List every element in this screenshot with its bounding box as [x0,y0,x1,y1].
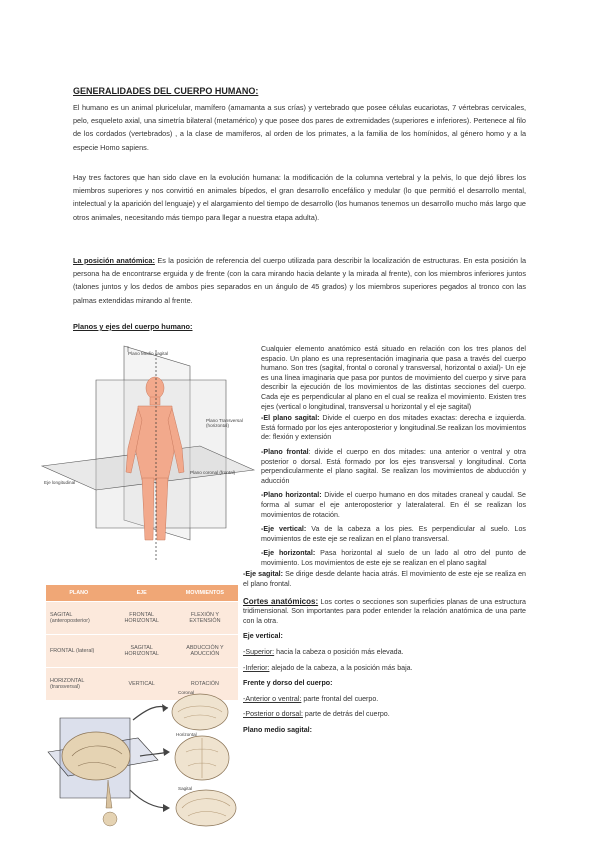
factors-paragraph: Hay tres factores que han sido clave en la evolución humana: la modificación de la columna vertebral y la pelvis, lo que dejó libres los miembros superiores y nos convirtió en animales bípedos, el gran desarrollo encefálico y medular (lo que permitió el desarrollo mental, intelectual y la aparición del lenguaje) y el alargamiento del tiempo de desarrollo (los humanos tenemos un desarrollo mucho más largo que otros animales, necesitando más tiempo para llegar a nuestra etapa adulta). [73,173,526,222]
medio-head: Plano medio sagital: [243,726,312,734]
table-cell: FLEXIÓN Y EXTENSIÓN [172,602,238,635]
anterior-desc: parte frontal del cuerpo. [301,694,379,703]
horizontal-axis-text [243,549,526,568]
table-row [46,602,238,635]
table-cell: FRONTAL (lateral) [46,635,112,668]
frontal-plane-desc: : divide el cuerpo en dos mitades: una anterior o ventral y otra posterior o dorsal. Está formado por los ejes transversal y longitudinal. Corta perpendicularmente el plano sagital. Se realizan los movimientos de abducción y aducción [261,447,527,485]
table-header: MOVIMIENTOS [172,585,238,602]
table-cell: ABDUCCIÓN Y ADUCCIÓN [172,635,238,668]
vertical-axis-term: -Eje vertical: [261,525,307,534]
anterior-item [243,695,526,705]
table-cell: SAGITAL HORIZONTAL [112,635,172,668]
superior-item [243,648,526,658]
table-cell: SAGITAL (anteroposterior) [46,602,112,635]
horizontal-axis-desc: Pasa horizontal al suelo de un lado al otro del punto de movimiento. Los movimientos de este eje se realizan en el plano sagital [261,549,527,567]
horizontal-axis-term: -Eje horizontal: [261,549,316,558]
label-axis: Eje longitudinal [44,480,76,485]
anatomic-term: La posición anatómica: [73,256,155,265]
brain-sections-illustration [38,690,243,830]
table-header: EJE [112,585,172,602]
cortes-term: Cortes anatómicos: [243,596,319,606]
horizontal-plane-desc: Divide el cuerpo humano en dos mitades craneal y caudal. Se forma al sumar el eje anteroposterior y lateralateral. En él se realizan los movimientos de rotación. [261,491,526,519]
inferior-desc: alejado de la cabeza, a la posición más baja. [269,663,413,672]
horizontal-plane-term: -Plano horizontal: [261,491,322,500]
intro-paragraph: El humano es un animal pluricelular, mamífero (amamanta a sus crías) y vertebrado que posee células eucariotas, 7 vértebras cervicales, pelo, esqueleto axial, una simetría bilateral (metamérico) y que posee dos pares de extremidades (superiores e inferiores). Pertenece al filo de los cordados (vertebrados) , a la clase de mamíferos, al orden de los primates, a la familia de los homínidos, al género homo y a la especie Homo sapiens. [73,103,526,152]
table-cell: ROTACIÓN [172,668,238,701]
sagittal-plane-text [243,414,526,443]
label-coronal: Plano coronal (frontal) [190,470,236,475]
table-cell: FRONTAL HORIZONTAL [112,602,172,635]
table-cell: HORIZONTAL (transversal) [46,668,112,701]
table-header: PLANO [46,585,112,602]
sagittal-brain-slice [176,790,236,826]
vertical-axis-desc: Va de la cabeza a los pies. Es perpendicular al suelo. Los movimientos de este eje se realizan en el plano transversal. [261,525,526,543]
frente-heading [243,679,526,689]
frontal-plane-term: -Plano frontal [261,447,309,456]
label-sagittal: Plano Medio sagital [128,351,169,356]
anatomic-text: Es la posición de referencia del cuerpo utilizada para describir la localización de estructuras. En esta posición la persona ha de encontrarse erguida y de frente (con la cara mirando hacia delante y la mirada al frente), con los miembros inferiores juntos (talones juntos y los dedos de ambos pies separados en un ángulo de 45 grados) y los miembros superiores pegados al tronco con las palmas extendidas mirando al frente. [73,256,527,305]
eje-vertical-heading [243,632,526,642]
eje-vertical-head: Eje vertical: [243,632,283,641]
page-title: GENERALIDADES DEL CUERPO HUMANO: [73,86,259,96]
planes-heading: Planos y ejes del cuerpo humano: [73,322,193,331]
anterior-term: -Anterior o ventral: [243,694,302,703]
planes-table [46,585,238,700]
sagittal-axis-desc: Se dirige desde delante hacia atrás. El movimiento de este eje se realiza en el plano frontal. [243,570,526,589]
body-planes-figure [40,340,258,572]
sagittal-axis-text [243,570,526,589]
brain-sections-figure [38,690,243,830]
inferior-term: -Inferior: [243,663,270,672]
label-brain-horizontal: Horizontal [176,732,197,737]
medio-heading [243,726,526,736]
label-transverse: Plano Transversal (horizontal) [206,418,243,428]
posterior-item [243,710,526,720]
superior-desc: hacia la cabeza o posición más elevada. [274,648,404,657]
superior-term: -Superior: [243,648,275,657]
posterior-term: -Posterior o dorsal: [243,710,303,719]
right-column [243,345,526,736]
cortes-desc: Los cortes o secciones son superficies planas de una estructura tridimensional. Son importantes para poder entender la relación anatómica de una parte con la otra. [243,597,526,625]
cortes-text [243,597,526,627]
sagittal-axis-term: -Eje sagital: [243,570,283,579]
coronal-brain-slice [172,694,228,730]
sagittal-plane-term: -El plano sagital: [261,414,320,423]
label-brain-sagittal: Sagital [178,786,193,791]
inferior-item [243,664,526,674]
posterior-desc: parte de detrás del cuerpo. [302,710,390,719]
sagittal-plane-desc: Divide el cuerpo en dos mitades exactas: derecha e izquierda. Está formado por los ejes anteroposterior y longitudinal.Se realizan los movimientos de: flexión y extensión [261,414,526,442]
body-planes-illustration [40,340,258,572]
frontal-plane-text [243,448,526,486]
horizontal-plane-text [243,491,526,520]
planes-intro: Cualquier elemento anatómico está situado en relación con los tres planos del espacio. Un plano es una representación imaginaria que pasa a través del cuerpo humano. Son tres (sagital, frontal o coronal y transversal, horizontal o axial)- Un eje es una línea imaginaria que pasa por puntos de movimiento del cuerpo y sirve para describir la ejecución de los movimientos de las distintas secciones del cuerpo. Cada eje es perpendicular al plano en el cual se realiza el movimiento. Existen tres ejes (vertical o longitudinal, transversal u horizontal y el eje sagital) [261,345,526,411]
anatomic-paragraph [73,254,526,307]
vertical-axis-text [243,525,526,544]
table-header-row [46,585,238,602]
label-brain-coronal: Coronal [178,690,195,695]
table-cell: VERTICAL [112,668,172,701]
table-row [46,635,238,668]
frente-head: Frente y dorso del cuerpo: [243,679,333,688]
